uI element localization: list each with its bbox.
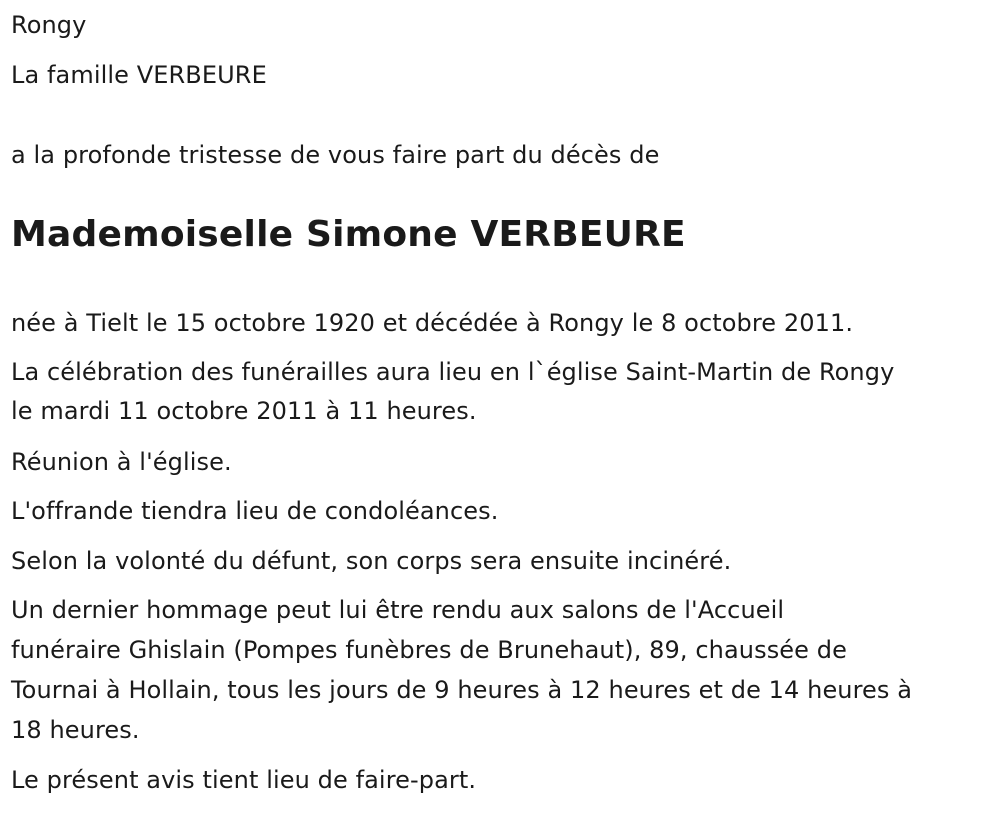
closing-text: Le présent avis tient lieu de faire-part. — [11, 766, 477, 794]
cremation-text: Selon la volonté du défunt, son corps sera ensuite incinéré. — [11, 547, 732, 575]
family-text: La famille VERBEURE — [11, 61, 267, 89]
tribute-text-line-2: funéraire Ghislain (Pompes funèbres de Brunehaut), 89, chaussée de — [11, 636, 847, 664]
funeral-text-line-2: le mardi 11 octobre 2011 à 11 heures. — [11, 397, 477, 425]
location-text: Rongy — [11, 11, 87, 39]
tribute-text-line-1: Un dernier hommage peut lui être rendu aux salons de l'Accueil — [11, 596, 785, 624]
tribute-text-line-3: Tournai à Hollain, tous les jours de 9 heures à 12 heures et de 14 heures à — [11, 676, 913, 704]
deceased-name-heading: Mademoiselle Simone VERBEURE — [11, 214, 686, 255]
tribute-text-line-4: 18 heures. — [11, 716, 140, 744]
meeting-text: Réunion à l'église. — [11, 448, 232, 476]
announcement-text: a la profonde tristesse de vous faire part du décès de — [11, 141, 660, 169]
offering-text: L'offrande tiendra lieu de condoléances. — [11, 497, 499, 525]
birth-death-text: née à Tielt le 15 octobre 1920 et décédée à Rongy le 8 octobre 2011. — [11, 309, 854, 337]
funeral-text-line-1: La célébration des funérailles aura lieu en l`église Saint-Martin de Rongy — [11, 358, 895, 386]
